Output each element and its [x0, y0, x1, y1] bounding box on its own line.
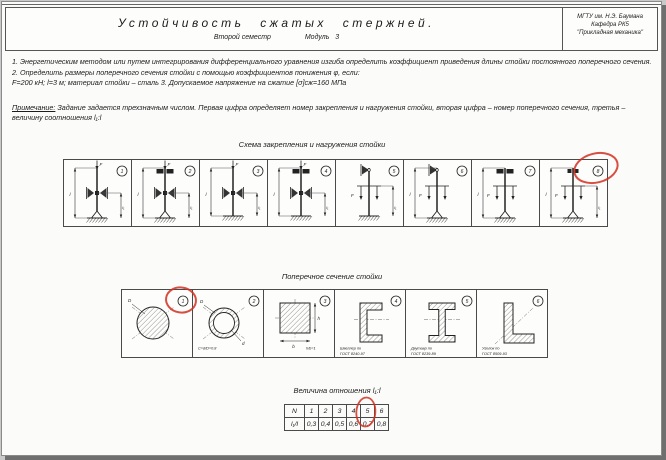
- ratio-cell-r0c0: N: [285, 405, 305, 418]
- task-line-3: F=200 кН; l=3 м; материал стойки – сталь 3. Допускаемое напряжение на сжатие [σ]сж=160 МПа: [12, 78, 347, 88]
- note: [12, 103, 644, 122]
- page-title: Устойчивость сжатых стержней.: [117, 16, 436, 30]
- cross-section-cell-4: [334, 289, 406, 358]
- ratio-cell-r1c3: 0,5: [333, 418, 347, 431]
- cross-section-diagram: [335, 290, 405, 357]
- ratio-cell-r0c5: 5: [361, 405, 375, 418]
- cross-section-cell-5: [405, 289, 477, 358]
- cross-section-heading: Поперечное сечение стойки: [281, 272, 383, 281]
- task-line-2: 2. Определить размеры поперечного сечения стойки с помощью коэффициентов понижения φ, если:: [12, 67, 360, 77]
- scheme-cell-8: [539, 159, 608, 227]
- scheme-row: [63, 159, 608, 227]
- note-text: Задание задается трехзначным числом. Первая цифра определяет номер закрепления и нагружения стойки, вторая цифра – номер поперечного сечения, третья – величину соотношения l₁:l: [12, 103, 626, 122]
- svg-text:l₁: l₁: [394, 205, 397, 210]
- organization-block: [562, 8, 657, 50]
- cross-section-diagram: [477, 290, 547, 357]
- svg-text:l₁: l₁: [326, 205, 329, 210]
- svg-text:2: 2: [188, 168, 192, 175]
- svg-text:l: l: [69, 192, 71, 197]
- svg-text:F: F: [351, 193, 354, 198]
- svg-text:ГОСТ 8240-97: ГОСТ 8240-97: [340, 352, 365, 356]
- svg-text:d: d: [242, 341, 245, 346]
- org-line-institute: МГТУ им. Н.Э. Баумана: [577, 14, 643, 20]
- ratio-cell-r1c5: 0,7: [361, 418, 375, 431]
- scheme-cell-5: [335, 159, 404, 227]
- ratio-cell-r1c6: 0,8: [375, 418, 389, 431]
- svg-text:l: l: [273, 192, 275, 197]
- svg-text:4: 4: [394, 298, 398, 305]
- svg-text:Швеллер по: Швеллер по: [340, 346, 362, 351]
- module-label: Модуль 3: [304, 34, 340, 41]
- svg-text:1: 1: [181, 298, 185, 305]
- svg-text:8: 8: [596, 168, 600, 175]
- svg-text:F: F: [555, 193, 558, 198]
- svg-text:3: 3: [256, 168, 260, 175]
- svg-text:h: h: [317, 316, 321, 321]
- svg-text:4: 4: [324, 168, 328, 175]
- scheme-diagram: [540, 160, 607, 226]
- svg-text:Уголок по: Уголок по: [482, 346, 500, 351]
- svg-text:6: 6: [536, 298, 540, 305]
- svg-text:F: F: [487, 193, 490, 198]
- org-line-department: Кафедра РК5: [591, 22, 629, 28]
- cross-section-diagram: [122, 290, 192, 357]
- scheme-diagram: [472, 160, 539, 226]
- cross-section-row: [121, 289, 548, 358]
- svg-text:l₁: l₁: [122, 205, 125, 210]
- ratio-cell-r1c1: 0,3: [305, 418, 319, 431]
- svg-text:F: F: [419, 193, 422, 198]
- svg-text:5: 5: [465, 298, 469, 305]
- ratio-cell-r0c3: 3: [333, 405, 347, 418]
- svg-text:5: 5: [392, 168, 396, 175]
- ratio-table-header-row: [285, 405, 389, 418]
- svg-text:l₁: l₁: [190, 205, 193, 210]
- org-line-faculty: "Прикладная механика": [577, 30, 643, 36]
- ratio-table-heading: Величина отношения l₁:l: [293, 386, 381, 395]
- ratio-cell-r0c4: 4: [347, 405, 361, 418]
- svg-text:F: F: [303, 162, 307, 167]
- assignment-sheet: [1, 1, 662, 456]
- module-number: 3: [335, 34, 340, 41]
- svg-text:h/b=1: h/b=1: [306, 346, 316, 351]
- cross-section-diagram: [406, 290, 476, 357]
- svg-text:C=d/D=0.8: C=d/D=0.8: [198, 346, 217, 351]
- svg-text:D: D: [200, 299, 204, 304]
- svg-text:l₁: l₁: [258, 205, 261, 210]
- ratio-cell-r1c0: l₁/l: [285, 418, 305, 431]
- svg-text:6: 6: [460, 168, 464, 175]
- svg-text:Двутавр по: Двутавр по: [411, 346, 433, 351]
- semester-label: Второй семестр: [213, 34, 271, 41]
- note-label: Примечание:: [12, 103, 56, 112]
- scheme-cell-4: [267, 159, 336, 227]
- cross-section-cell-1: [121, 289, 193, 358]
- task-list: [12, 57, 656, 89]
- svg-text:F: F: [167, 162, 171, 167]
- svg-text:F: F: [99, 162, 103, 167]
- ratio-cell-r1c2: 0,4: [319, 418, 333, 431]
- subtitle: [6, 34, 547, 41]
- svg-text:3: 3: [323, 298, 327, 305]
- svg-text:F: F: [235, 162, 239, 167]
- svg-text:l: l: [545, 192, 547, 197]
- svg-text:ГОСТ 8509-93: ГОСТ 8509-93: [482, 352, 507, 356]
- svg-text:l: l: [409, 192, 411, 197]
- scheme-diagram: [404, 160, 471, 226]
- svg-text:l₁: l₁: [598, 205, 601, 210]
- ratio-cell-r0c6: 6: [375, 405, 389, 418]
- cross-section-cell-3: [263, 289, 335, 358]
- ratio-cell-r1c4: 0,6: [347, 418, 361, 431]
- scheme-diagram: [132, 160, 199, 226]
- scheme-cell-7: [471, 159, 540, 227]
- scheme-diagram: [268, 160, 335, 226]
- cross-section-diagram: [193, 290, 263, 357]
- scheme-section-heading: Схема закрепления и нагружения стойки: [238, 140, 386, 149]
- ratio-cell-r0c2: 2: [319, 405, 333, 418]
- cross-section-cell-2: [192, 289, 264, 358]
- top-border-line: [2, 4, 661, 5]
- task-line-1: 1. Энергетическим методом или путем интегрирования дифференциального уравнения изгиба определить коэффициент приведения длины стойки постоянного поперечного сечения.: [12, 57, 652, 66]
- svg-text:l: l: [205, 192, 207, 197]
- ratio-table: [284, 404, 389, 431]
- ratio-cell-r0c1: 1: [305, 405, 319, 418]
- scheme-diagram: [200, 160, 267, 226]
- cross-section-cell-6: [476, 289, 548, 358]
- svg-text:7: 7: [528, 168, 532, 175]
- svg-text:l: l: [137, 192, 139, 197]
- scheme-cell-1: [63, 159, 132, 227]
- cross-section-diagram: [264, 290, 334, 357]
- svg-text:1: 1: [120, 168, 124, 175]
- scheme-cell-3: [199, 159, 268, 227]
- scheme-diagram: [64, 160, 131, 226]
- svg-text:ГОСТ 8239-89: ГОСТ 8239-89: [411, 352, 436, 356]
- ratio-table-value-row: [285, 418, 389, 431]
- svg-text:b: b: [292, 344, 295, 349]
- svg-text:2: 2: [252, 298, 256, 305]
- scheme-cell-6: [403, 159, 472, 227]
- scheme-diagram: [336, 160, 403, 226]
- header: [5, 7, 658, 51]
- svg-text:D: D: [128, 298, 132, 303]
- svg-text:l: l: [477, 192, 479, 197]
- scheme-cell-2: [131, 159, 200, 227]
